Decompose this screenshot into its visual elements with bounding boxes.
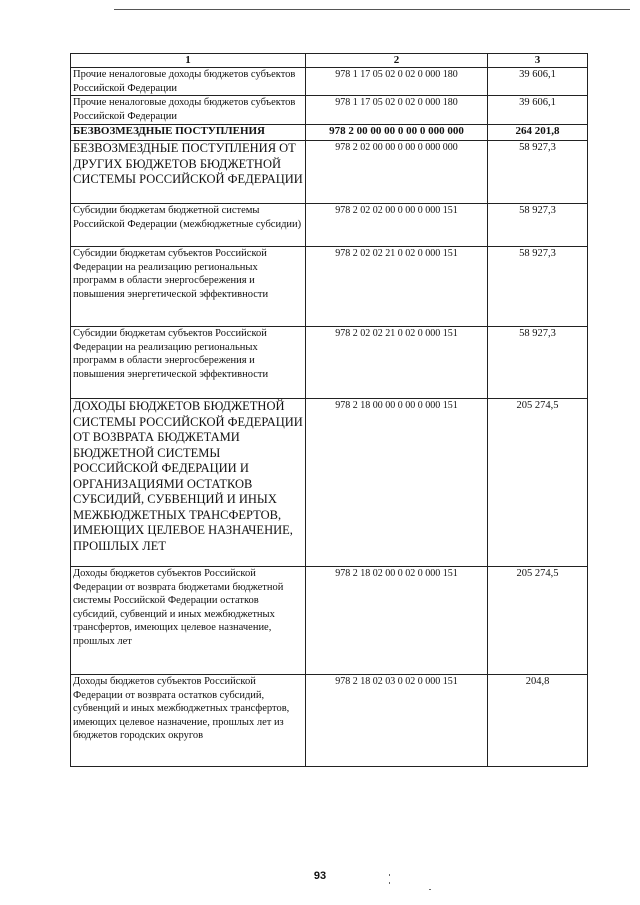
row-code: 978 1 17 05 02 0 02 0 000 180 — [306, 68, 488, 96]
table-row — [71, 68, 588, 96]
row-sum: 39 606,1 — [488, 68, 588, 96]
row-name: Доходы бюджетов субъектов Российской Федерации от возврата бюджетами бюджетной системы Российской Федерации остатков субсидий, субвенций и иных межбюджетных трансфертов, имеющих целевое назначение, прошлых лет — [71, 567, 306, 675]
row-name: Доходы бюджетов субъектов Российской Федерации от возврата остатков субсидий, субвенций и иных межбюджетных трансфертов, имеющих целевое назначение, прошлых лет из бюджетов городских округов — [71, 675, 306, 767]
top-rule — [114, 9, 630, 10]
table-row — [71, 247, 588, 327]
table-row — [71, 141, 588, 204]
scan-speck — [389, 882, 390, 884]
row-name: Субсидии бюджетам субъектов Российской Федерации на реализацию региональных программ в области энергосбережения и повышения энергетической эффективности — [71, 327, 306, 399]
row-sum: 58 927,3 — [488, 141, 588, 204]
row-name: БЕЗВОЗМЕЗДНЫЕ ПОСТУПЛЕНИЯ — [71, 125, 306, 141]
scan-speck — [429, 889, 431, 890]
row-sum: 204,8 — [488, 675, 588, 767]
column-header-1: 1 — [71, 54, 306, 68]
row-code: 978 2 00 00 00 0 00 0 000 000 — [306, 125, 488, 141]
row-code: 978 2 02 02 00 0 00 0 000 151 — [306, 204, 488, 247]
row-code: 978 2 02 02 21 0 02 0 000 151 — [306, 327, 488, 399]
row-sum: 39 606,1 — [488, 96, 588, 125]
table-row — [71, 327, 588, 399]
column-header-2: 2 — [306, 54, 488, 68]
row-name: БЕЗВОЗМЕЗДНЫЕ ПОСТУПЛЕНИЯ ОТ ДРУГИХ БЮДЖЕТОВ БЮДЖЕТНОЙ СИСТЕМЫ РОССИЙСКОЙ ФЕДЕРАЦИИ — [71, 141, 306, 204]
row-sum: 205 274,5 — [488, 567, 588, 675]
row-sum: 205 274,5 — [488, 399, 588, 567]
row-sum: 264 201,8 — [488, 125, 588, 141]
table-row — [71, 204, 588, 247]
table-row — [71, 125, 588, 141]
scan-speck — [389, 874, 390, 876]
row-name: ДОХОДЫ БЮДЖЕТОВ БЮДЖЕТНОЙ СИСТЕМЫ РОССИЙСКОЙ ФЕДЕРАЦИИ ОТ ВОЗВРАТА БЮДЖЕТАМИ БЮДЖЕТНОЙ СИСТЕМЫ РОССИЙСКОЙ ФЕДЕРАЦИИ И ОРГАНИЗАЦИЯМИ ОСТАТКОВ СУБСИДИЙ, СУБВЕНЦИЙ И ИНЫХ МЕЖБЮДЖЕТНЫХ ТРАНСФЕРТОВ, ИМЕЮЩИХ ЦЕЛЕВОЕ НАЗНАЧЕНИЕ, ПРОШЛЫХ ЛЕТ — [71, 399, 306, 567]
row-code: 978 2 02 00 00 0 00 0 000 000 — [306, 141, 488, 204]
table-row — [71, 96, 588, 125]
row-code: 978 2 02 02 21 0 02 0 000 151 — [306, 247, 488, 327]
row-name: Субсидии бюджетам субъектов Российской Федерации на реализацию региональных программ в области энергосбережения и повышения энергетической эффективности — [71, 247, 306, 327]
table-row — [71, 567, 588, 675]
page-number: 93 — [313, 870, 327, 882]
table-header-row — [71, 54, 588, 68]
row-name: Субсидии бюджетам бюджетной системы Российской Федерации (межбюджетные субсидии) — [71, 204, 306, 247]
row-name: Прочие неналоговые доходы бюджетов субъектов Российской Федерации — [71, 96, 306, 125]
row-sum: 58 927,3 — [488, 247, 588, 327]
row-name: Прочие неналоговые доходы бюджетов субъектов Российской Федерации — [71, 68, 306, 96]
row-code: 978 2 18 02 03 0 02 0 000 151 — [306, 675, 488, 767]
column-header-3: 3 — [488, 54, 588, 68]
budget-table — [70, 53, 588, 767]
table-row — [71, 675, 588, 767]
row-sum: 58 927,3 — [488, 327, 588, 399]
table-row — [71, 399, 588, 567]
row-code: 978 2 18 02 00 0 02 0 000 151 — [306, 567, 488, 675]
row-sum: 58 927,3 — [488, 204, 588, 247]
row-code: 978 2 18 00 00 0 00 0 000 151 — [306, 399, 488, 567]
row-code: 978 1 17 05 02 0 02 0 000 180 — [306, 96, 488, 125]
